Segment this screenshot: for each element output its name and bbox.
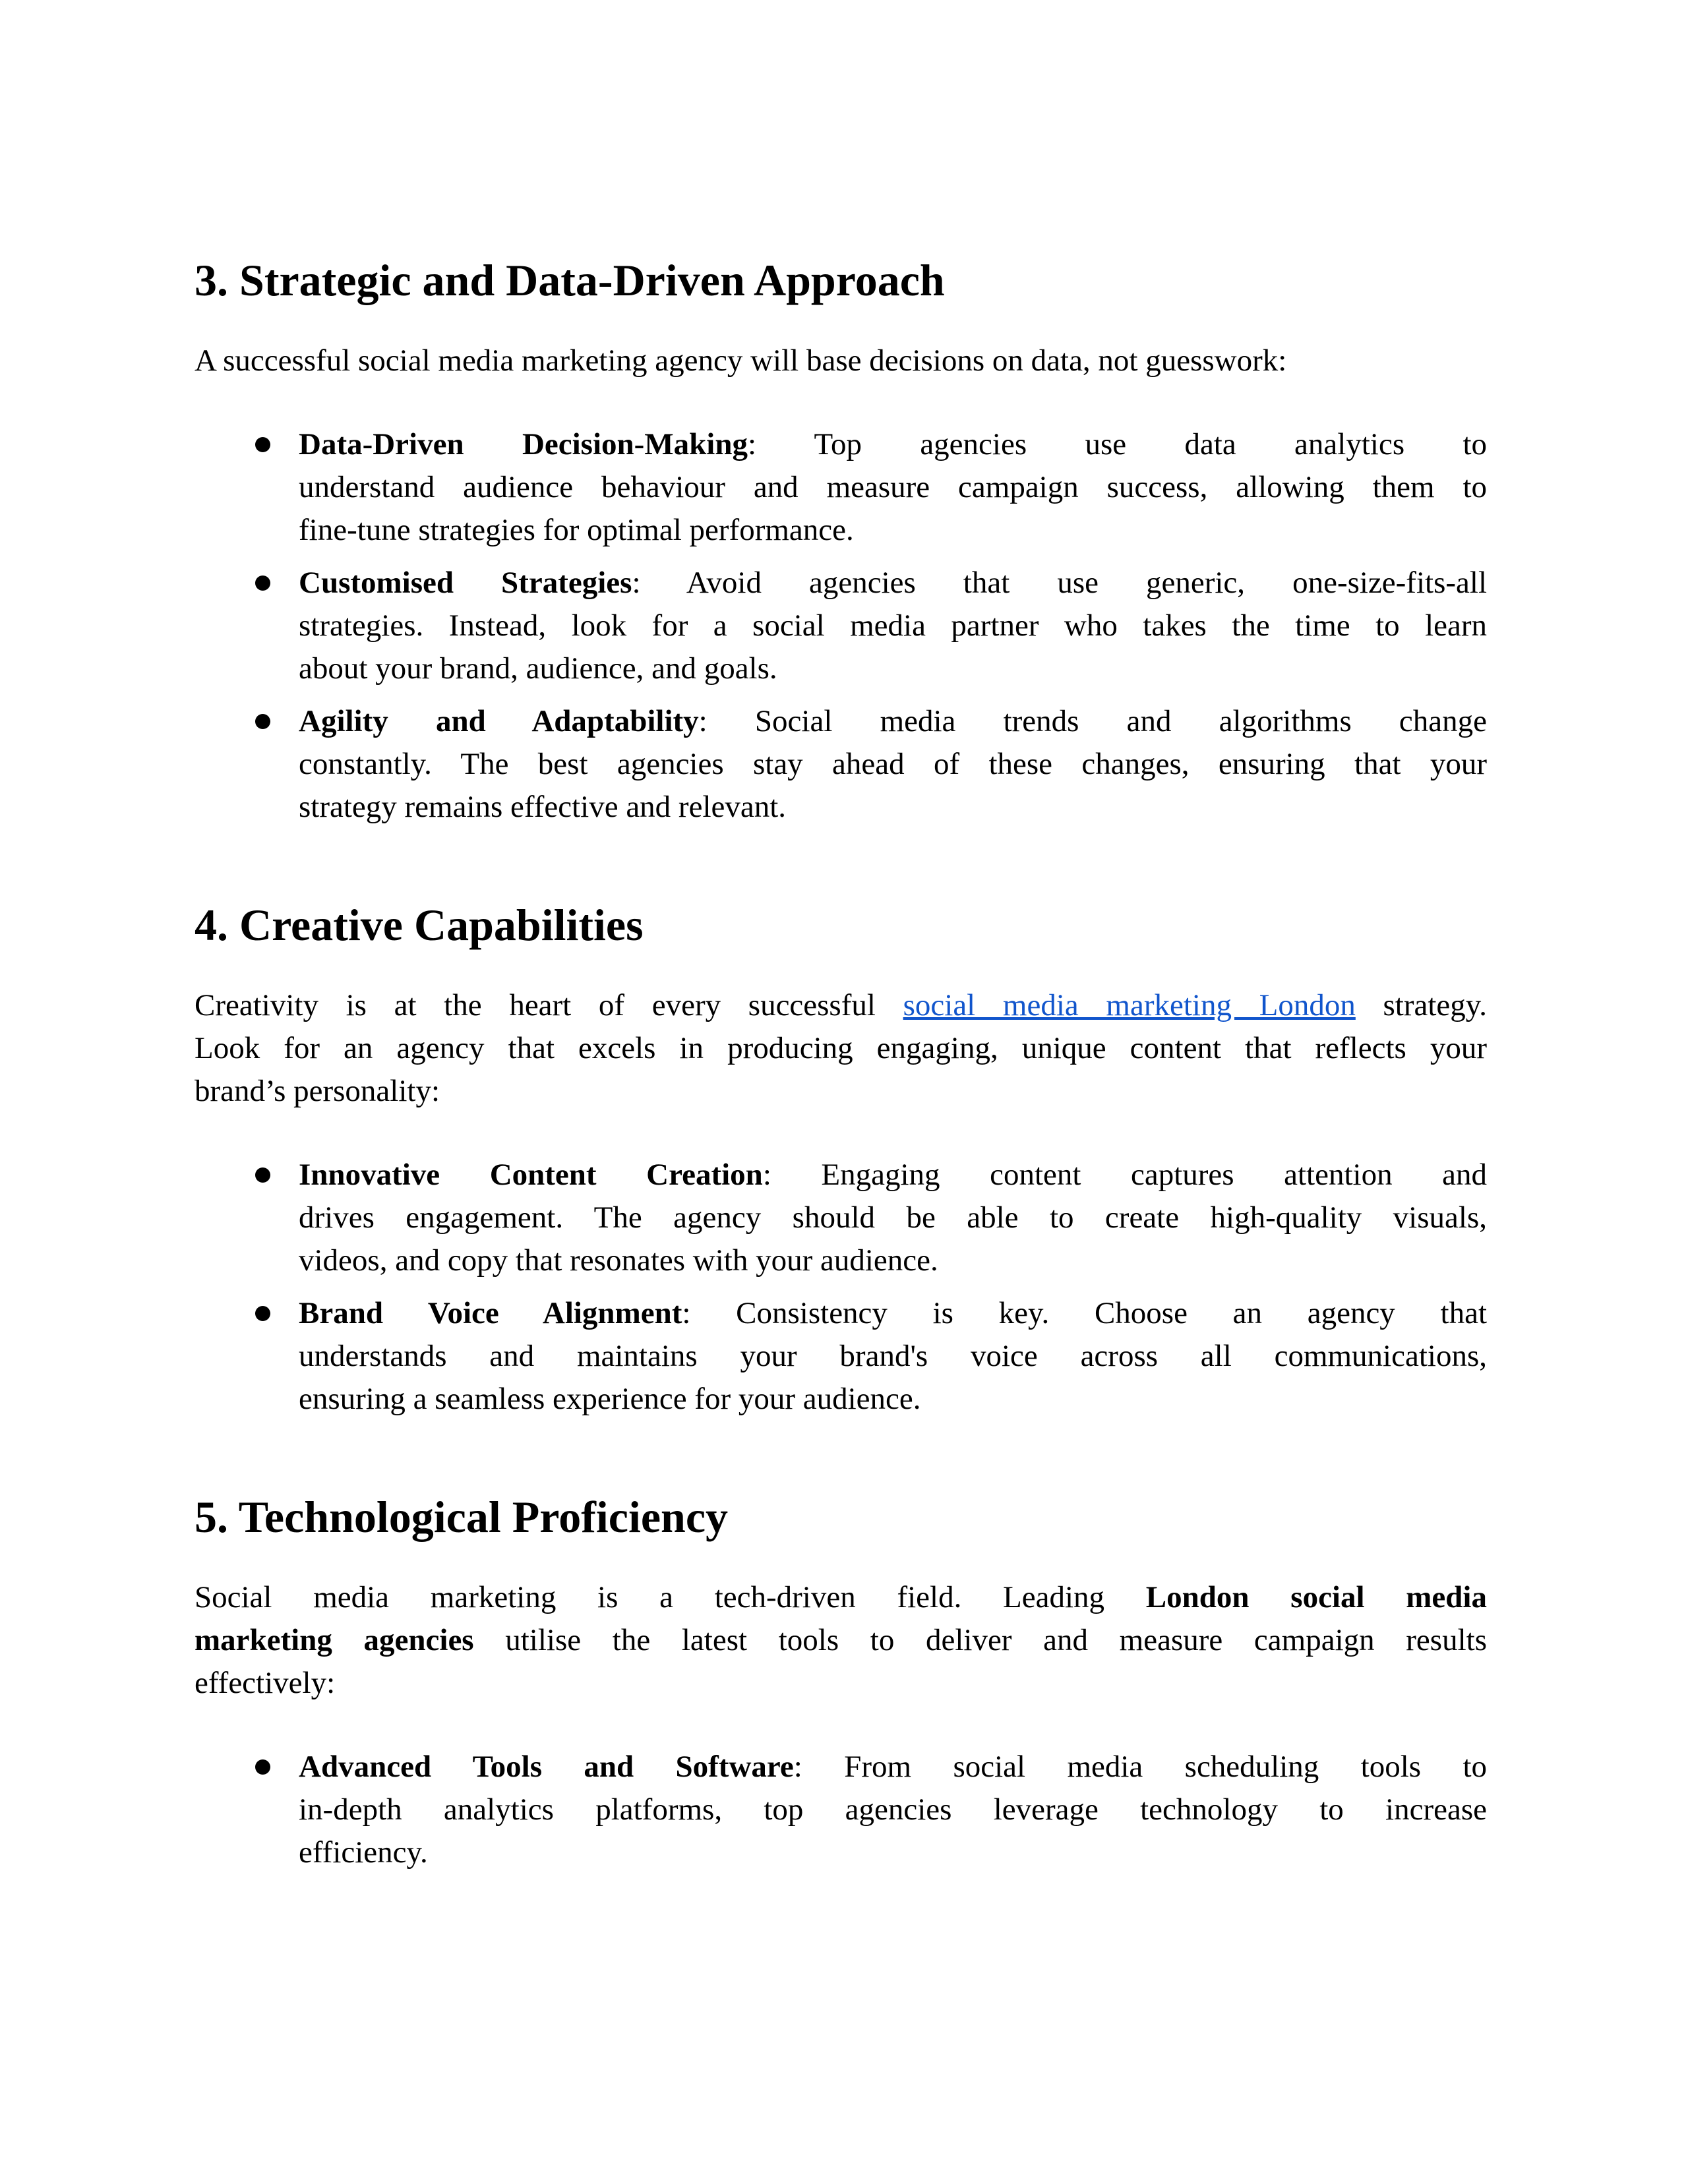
bullet-text: : Social media trends and algorithms change — [698, 704, 1487, 738]
text-line — [195, 1619, 1487, 1662]
section-strategic-data-driven — [195, 252, 1487, 829]
bullet-text: : Avoid agencies that use generic, one-size-fits-all — [632, 566, 1487, 600]
text-line — [195, 1576, 1487, 1619]
section-creative-capabilities — [195, 897, 1487, 1421]
text-line: strategies. Instead, look for a social media partner who takes the time to learn — [299, 608, 1487, 643]
intro-text: strategy. — [1355, 988, 1487, 1022]
bullet-term: Customised Strategies — [299, 566, 632, 600]
bullet-text: : Top agencies use data analytics to — [748, 427, 1488, 461]
list-item-innovative-content-creation — [299, 1154, 1487, 1282]
section-technological-proficiency — [195, 1489, 1487, 1874]
intro-text: Creativity is at the heart of every successful — [195, 988, 903, 1022]
text-line: efficiency. — [299, 1835, 428, 1870]
section-3-list — [195, 423, 1487, 829]
text-line: brand’s personality: — [195, 1074, 440, 1108]
list-item-agility-adaptability — [299, 700, 1487, 829]
intro-text: Social media marketing is a tech-driven field. Leading — [195, 1580, 1146, 1614]
section-5-list — [195, 1746, 1487, 1874]
bullet-term: Brand Voice Alignment — [299, 1296, 682, 1330]
bullet-term: Agility and Adaptability — [299, 704, 699, 738]
section-5-heading: 5. Technological Proficiency — [195, 1492, 729, 1542]
text-line: in-depth analytics platforms, top agencies leverage technology to increase — [299, 1792, 1487, 1827]
intro-text: utilise the latest tools to deliver and measure campaign results — [473, 1623, 1487, 1657]
text-line — [299, 700, 1487, 743]
text-line: understands and maintains your brand's voice across all communications, — [299, 1339, 1487, 1373]
text-line — [299, 562, 1487, 605]
list-item-customised-strategies — [299, 562, 1487, 690]
text-line: fine-tune strategies for optimal performance. — [299, 513, 854, 547]
list-item-advanced-tools-software — [299, 1746, 1487, 1874]
text-line — [299, 1746, 1487, 1788]
section-3-intro — [195, 339, 1487, 382]
bold-phrase: marketing agencies — [195, 1623, 474, 1657]
bullet-text: : From social media scheduling tools to — [793, 1750, 1487, 1784]
text-line — [195, 984, 1487, 1027]
text-line: ensuring a seamless experience for your audience. — [299, 1382, 921, 1416]
bullet-term: Data-Driven Decision-Making — [299, 427, 748, 461]
text-line: strategy remains effective and relevant. — [299, 790, 787, 824]
intro-line: A successful social media marketing agency will base decisions on data, not guesswork: — [195, 343, 1287, 378]
section-4-list — [195, 1154, 1487, 1421]
section-5-intro — [195, 1576, 1487, 1705]
text-line: effectively: — [195, 1666, 336, 1700]
bullet-term: Advanced Tools and Software — [299, 1750, 794, 1784]
list-item-data-driven-decision-making — [299, 423, 1487, 552]
text-line: about your brand, audience, and goals. — [299, 651, 777, 686]
text-line — [299, 1154, 1487, 1196]
bullet-text: : Engaging content captures attention and — [762, 1158, 1488, 1192]
bold-phrase: London social media — [1145, 1580, 1487, 1614]
social-media-marketing-london-link[interactable]: social media marketing London — [903, 988, 1356, 1022]
text-line: constantly. The best agencies stay ahead of these changes, ensuring that your — [299, 747, 1487, 781]
bullet-text: : Consistency is key. Choose an agency that — [682, 1296, 1487, 1330]
section-4-intro — [195, 984, 1487, 1113]
section-3-heading: 3. Strategic and Data-Driven Approach — [195, 255, 945, 305]
text-line: drives engagement. The agency should be able to create high-quality visuals, — [299, 1200, 1487, 1235]
text-line — [299, 423, 1487, 466]
section-4-heading: 4. Creative Capabilities — [195, 900, 644, 950]
text-line: videos, and copy that resonates with your audience. — [299, 1243, 938, 1278]
text-line: Look for an agency that excels in producing engaging, unique content that reflects your — [195, 1031, 1487, 1065]
bullet-term: Innovative Content Creation — [299, 1158, 763, 1192]
list-item-brand-voice-alignment — [299, 1292, 1487, 1421]
text-line — [299, 1292, 1487, 1335]
text-line: understand audience behaviour and measure campaign success, allowing them to — [299, 470, 1487, 504]
